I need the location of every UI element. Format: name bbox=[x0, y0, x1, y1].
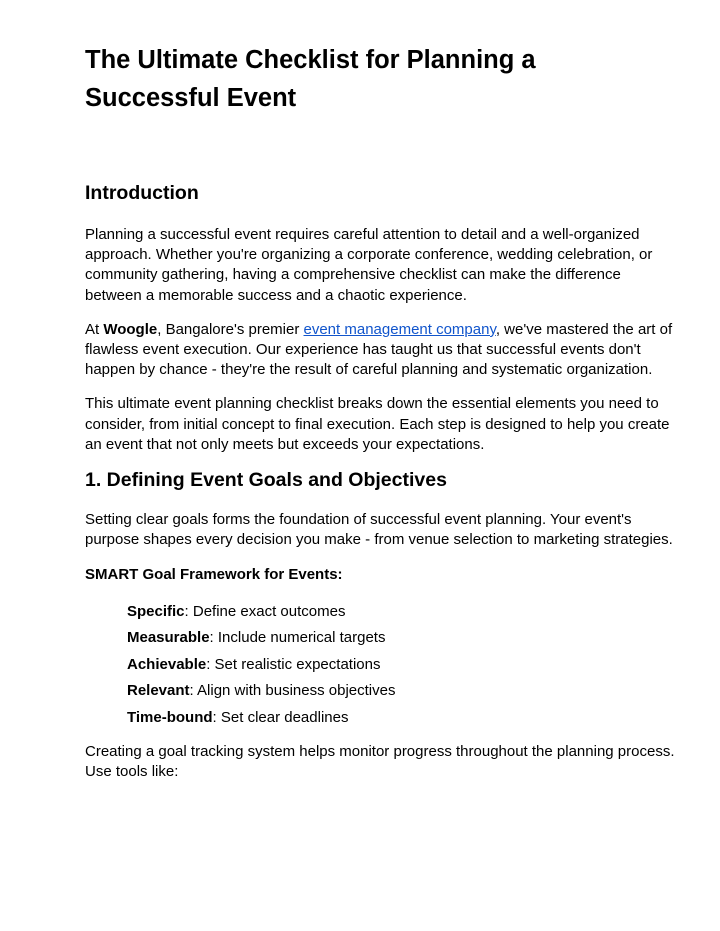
smart-term: Achievable bbox=[127, 655, 207, 673]
smart-term: Specific bbox=[127, 602, 185, 620]
smart-desc: : Set realistic expectations bbox=[206, 655, 381, 673]
event-management-company-link[interactable]: event management company bbox=[303, 320, 496, 338]
intro-p2-middle: , Bangalore's premier bbox=[157, 320, 304, 338]
smart-goal-list bbox=[85, 602, 680, 728]
document-title: The Ultimate Checklist for Planning a Successful Event bbox=[85, 46, 536, 112]
list-item bbox=[127, 708, 680, 728]
introduction-heading: Introduction bbox=[85, 182, 199, 204]
list-item bbox=[127, 602, 680, 622]
list-item bbox=[127, 655, 680, 675]
intro-p2-prefix: At bbox=[85, 320, 104, 338]
intro-paragraph-1: Planning a successful event requires careful attention to detail and a well-organized approach. Whether you're organizing a corporate conference, wedding celebration, or community gathering, having a comprehensive checklist can make the difference between a memorable success and a chaotic experience. bbox=[85, 226, 653, 304]
intro-paragraph-3: This ultimate event planning checklist breaks down the essential elements you need to consider, from initial concept to final execution. Each step is designed to help you create an event that not only meets but exceeds your expectations. bbox=[85, 395, 670, 453]
smart-term: Measurable bbox=[127, 629, 210, 647]
smart-desc: : Define exact outcomes bbox=[184, 602, 346, 620]
smart-desc: : Include numerical targets bbox=[209, 629, 386, 647]
intro-paragraph-2 bbox=[85, 320, 680, 381]
section-1-heading: 1. Defining Event Goals and Objectives bbox=[85, 469, 447, 492]
smart-desc: : Set clear deadlines bbox=[212, 708, 349, 726]
list-item bbox=[127, 628, 680, 648]
smart-desc: : Align with business objectives bbox=[189, 682, 396, 700]
smart-framework-label: SMART Goal Framework for Events: bbox=[85, 566, 343, 584]
smart-term: Relevant bbox=[127, 682, 190, 700]
smart-term: Time-bound bbox=[127, 708, 213, 726]
intro-p2-suffix: , we've mastered the art of flawless event execution. Our experience has taught us that successful events don't happen by chance - they're the result of careful planning and systematic organization. bbox=[85, 320, 673, 379]
brand-name: Woogle bbox=[103, 320, 158, 338]
section-1-paragraph-2: Creating a goal tracking system helps monitor progress throughout the planning process. Use tools like: bbox=[85, 742, 675, 781]
list-item bbox=[127, 681, 680, 701]
section-1-paragraph-1: Setting clear goals forms the foundation of successful event planning. Your event's purpose shapes every decision you make - from venue selection to marketing strategies. bbox=[85, 511, 673, 549]
